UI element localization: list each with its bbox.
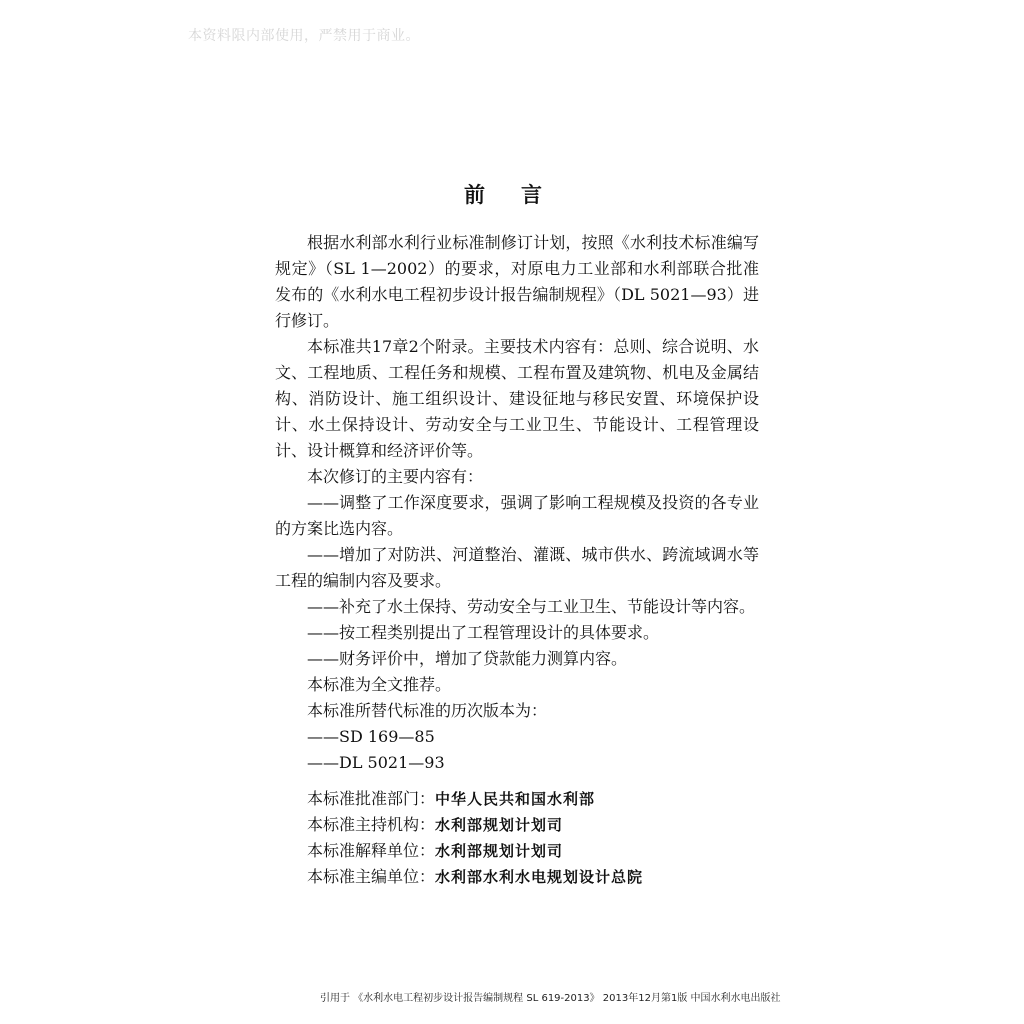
meta-label: 本标准主持机构： [307, 815, 436, 834]
change-item: ——调整了工作深度要求，强调了影响工程规模及投资的各专业的方案比选内容。 [275, 493, 759, 538]
foreword-body [275, 230, 759, 890]
change-item: ——按工程类别提出了工程管理设计的具体要求。 [307, 623, 660, 642]
change-item: ——补充了水土保持、劳动安全与工业卫生、节能设计等内容。 [307, 597, 756, 616]
meta-host [275, 812, 759, 838]
paragraph-contents: 本标准共17章2个附录。主要技术内容有：总则、综合说明、水文、工程地质、工程任务和规模、工程布置及建筑物、机电及金属结构、消防设计、施工组织设计、建设征地与移民安置、环境保护设计、水土保持设计、劳动安全与工业卫生、节能设计、工程管理设计、设计概算和经济评价等。 [275, 337, 759, 460]
change-item: ——增加了对防洪、河道整治、灌溉、城市供水、跨流域调水等工程的编制内容及要求。 [275, 545, 759, 590]
change-item: ——财务评价中，增加了贷款能力测算内容。 [307, 649, 628, 668]
spacer [275, 776, 759, 786]
meta-value: 水利部规划计划司 [435, 842, 564, 860]
meta-value: 水利部规划计划司 [435, 816, 564, 834]
meta-value: 中华人民共和国水利部 [435, 790, 596, 808]
citation-footer: 引用于 《水利水电工程初步设计报告编制规程 SL 619-2013》 2013年12月第1版 中国水利水电出版社 [320, 993, 781, 1004]
paragraph-revision-basis: 根据水利部水利行业标准制修订计划，按照《水利技术标准编写规定》（SL 1—2002）的要求，对原电力工业部和水利部联合批准发布的《水利水电工程初步设计报告编制规程》（DL 5021—93）进行修订。 [275, 233, 759, 330]
paragraph-recommendation: 本标准为全文推荐。 [307, 675, 452, 694]
meta-value: 水利部水利水电规划设计总院 [435, 868, 644, 886]
meta-label: 本标准批准部门： [307, 789, 436, 808]
meta-label: 本标准解释单位： [307, 841, 436, 860]
watermark-text: 本资料限内部使用，严禁用于商业。 [188, 28, 420, 44]
meta-editor [275, 864, 759, 890]
history-version: ——SD 169—85 [307, 727, 435, 746]
meta-approve [275, 786, 759, 812]
paragraph-changes-intro: 本次修订的主要内容有： [307, 467, 484, 486]
history-version: ——DL 5021—93 [307, 753, 445, 772]
page-title: 前言 [464, 183, 578, 208]
meta-interpret [275, 838, 759, 864]
meta-label: 本标准主编单位： [307, 867, 436, 886]
paragraph-history-intro: 本标准所替代标准的历次版本为： [307, 701, 548, 720]
